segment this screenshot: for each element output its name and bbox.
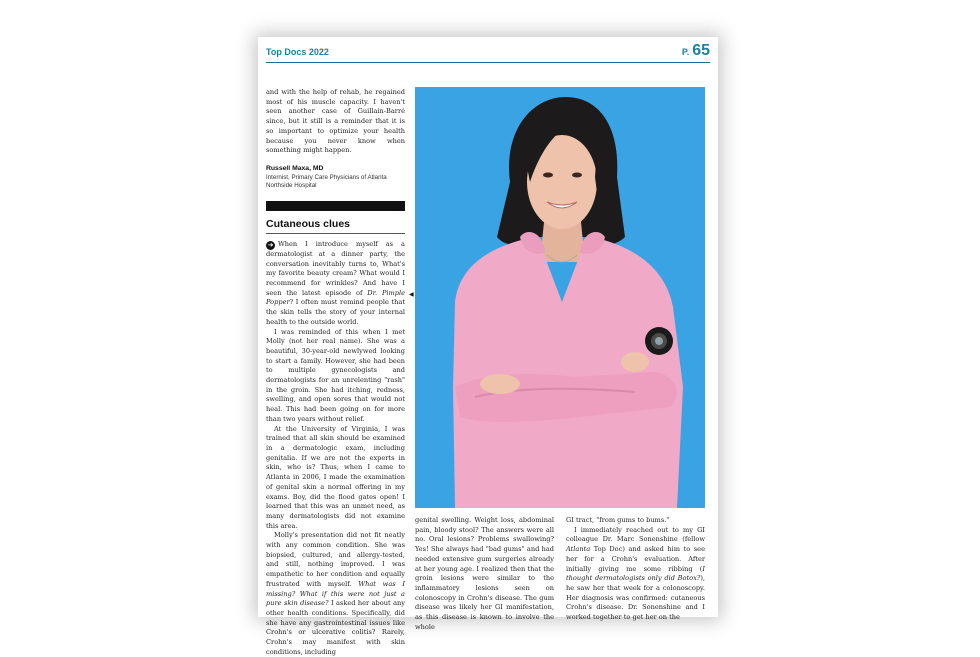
page-number-value: 65 <box>692 42 710 59</box>
section-title: Cutaneous clues <box>266 220 405 234</box>
column-3-paragraph: I immediately reached out to my GI colleague Dr. Marc Sonenshine (fellow Atlanta Top Doc) and asked him to see her for a Crohn's evaluation. After initially giving me some ribbing (I thought dermatologists only did Botox?), he saw her that week for a colonoscopy. Her diagnosis was confirmed: cutaneous Crohn's disease. Dr. Sonenshine and I worked together to get her on the <box>566 525 705 622</box>
portrait-illustration <box>415 87 705 508</box>
author-name: Russell Maxa, MD <box>266 164 324 172</box>
page-number <box>682 42 710 60</box>
side-arrow-icon: ◀ <box>409 291 414 298</box>
author-title: Internist, Primary Care Physicians of Atlanta Northside Hospital <box>266 173 387 190</box>
column-1 <box>266 88 405 657</box>
column-3-line: GI tract, "from gums to bums." <box>566 516 670 524</box>
paragraph-3: At the University of Virginia, I was trained that all skin should be examined in a dermatologic exam, including genitalia. If we are not the experts in skin, who is? Thus, when I came to Atlanta in 2006, I made the examination of genital skin a normal offering in my exams. Boy, did the flood gates open! I learned that this was an unmet need, as many dermatologists did not examine this area. <box>266 424 405 530</box>
column-3 <box>566 516 705 623</box>
portrait-photo <box>415 87 705 508</box>
column-2 <box>415 516 554 632</box>
paragraph-4: Molly's presentation did not fit neatly with any common condition. She was biopsied, cultured, and allergy-tested, and still, nothing improved. I was empathetic to her condition and equally frustrated with myself. What was I missing? What if this were not just a pure skin disease? I asked her about any other health conditions. Specifically, did she have any gastrointestinal issues like Crohn's or ulcerative colitis? Rarely, Crohn's may manifest with skin conditions, including <box>266 531 405 656</box>
magazine-page <box>258 37 718 656</box>
page-prefix: P. <box>681 47 690 57</box>
page-header <box>266 44 710 63</box>
section-tag: Top Docs 2022 <box>266 47 329 57</box>
paragraph-2: I was reminded of this when I met Molly (not her real name). She was a beautiful, 30-year-old newlywed looking to start a family. However, she had been to multiple gynecologists and dermatologists for an unrelenting "rash" in the groin. She had itching, redness, swelling, and open sores that would not heal. This had been going on for more than two years without relief. <box>266 327 405 423</box>
section-divider-bar <box>266 201 405 211</box>
paragraph-1: ➔ When I introduce myself as a dermatologist at a dinner party, the conversation inevitably turns to, What's my favorite beauty cream? What would I recommend for wrinkles? And have I seen the latest episode of Dr. Pimple Popper? I often must remind people that the skin tells the story of your internal health to the outside world. <box>266 239 405 326</box>
arrow-right-circle-icon: ➔ <box>267 240 274 249</box>
column-2-text: genital swelling. Weight loss, abdominal pain, bloody stool? The answers were all no. Oral lesions? Problems swallowing? Yes! She always had "bad gums" and had needed extensive gum surgeries already at her young age. I realized then that the groin lesions were similar to the inflammatory lesions seen on colonoscopy in Crohn's disease. The gum disease was likely her GI manifestation, as this disease is known to involve the whole <box>415 516 554 631</box>
intro-paragraph: and with the help of rehab, he regained most of his muscle capacity. I haven't seen another case of Guillain-Barré since, but it still is a reminder that it is so important to optimize your health because you never know when something might happen. <box>266 88 405 155</box>
